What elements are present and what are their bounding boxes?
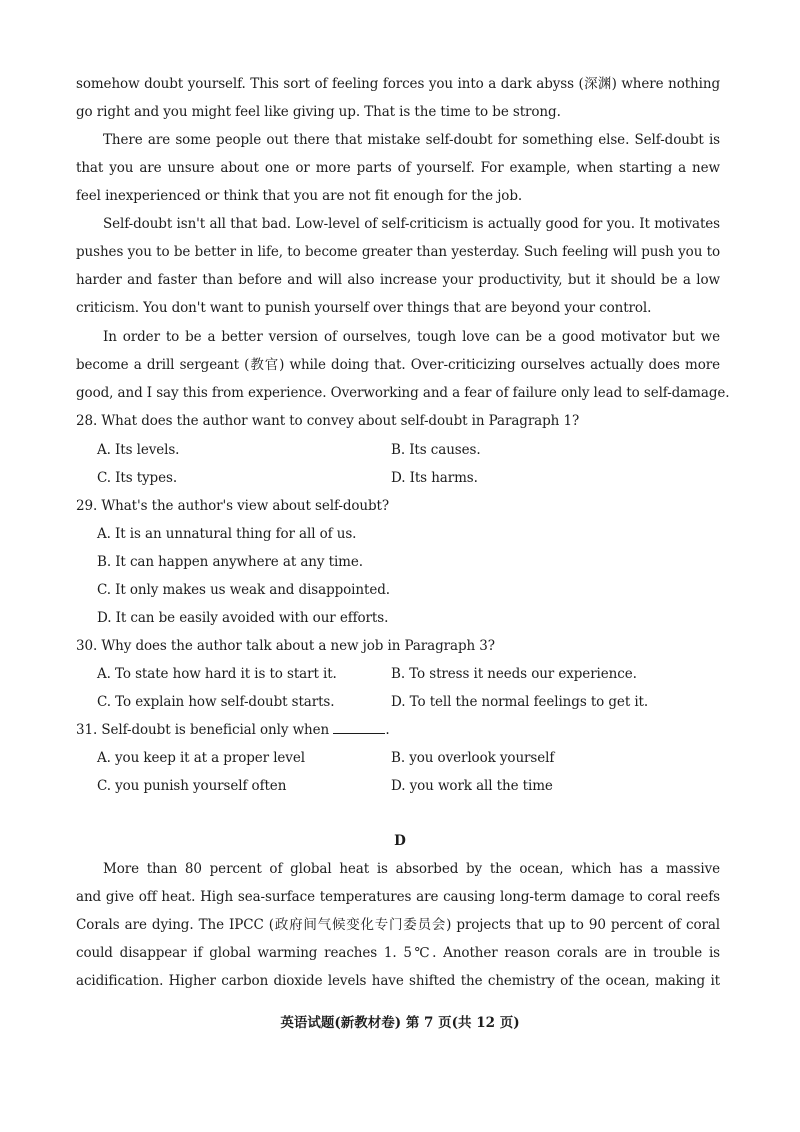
option-a: A. To state how hard it is to start it. [97,666,337,682]
passage-line: that you are unsure about one or more parts of yourself. For example, when starting a new [76,160,720,176]
option-d: D. To tell the normal feelings to get it. [391,694,649,710]
passage-line: harder and faster than before and will also increase your productivity, but it should be a low [76,272,720,288]
option-b: B. To stress it needs our experience. [391,666,637,682]
question-stem [76,721,390,739]
question-stem: 29. What's the author's view about self-doubt? [76,498,389,514]
passage-line: Self-doubt isn't all that bad. Low-level of self-criticism is actually good for you. It motivates [103,216,720,232]
option-d: D. It can be easily avoided with our efforts. [97,610,389,626]
page-footer: 英语试题(新教材卷) 第 7 页(共 12 页) [280,1015,520,1031]
option-c: C. you punish yourself often [97,778,287,794]
option-c: C. To explain how self-doubt starts. [97,694,335,710]
section-heading: D [394,833,406,849]
passage-line: Corals are dying. The IPCC (政府间气候变化专门委员会) projects that up to 90 percent of coral [76,917,720,933]
option-a: A. Its levels. [97,442,180,458]
option-a: A. It is an unnatural thing for all of us. [97,526,357,542]
passage-line: go right and you might feel like giving up. That is the time to be strong. [76,104,561,120]
question-stem-end: . [385,722,390,738]
passage-line: More than 80 percent of global heat is absorbed by the ocean, which has a massive [103,861,720,877]
option-d: D. Its harms. [391,470,478,486]
passage-line: good, and I say this from experience. Overworking and a fear of failure only lead to self-damage. [76,385,730,401]
option-b: B. you overlook yourself [391,750,555,766]
option-c: C. Its types. [97,470,178,486]
option-a: A. you keep it at a proper level [97,750,305,766]
passage-line: and give off heat. High sea-surface temperatures are causing long-term damage to coral reefs [76,889,720,905]
answer-blank [333,721,385,734]
passage-line: In order to be a better version of ourselves, tough love can be a good motivator but we [103,329,720,345]
option-b: B. Its causes. [391,442,481,458]
passage-line: There are some people out there that mistake self-doubt for something else. Self-doubt is [103,132,720,148]
option-b: B. It can happen anywhere at any time. [97,554,363,570]
option-d: D. you work all the time [391,778,553,794]
option-c: C. It only makes us weak and disappointed. [97,582,390,598]
passage-line: acidification. Higher carbon dioxide levels have shifted the chemistry of the ocean, making it [76,973,720,989]
question-stem: 30. Why does the author talk about a new job in Paragraph 3? [76,638,495,654]
passage-line: become a drill sergeant (教官) while doing that. Over-criticizing ourselves actually does more [76,357,720,373]
passage-line: feel inexperienced or think that you are not fit enough for the job. [76,188,523,204]
question-stem: 28. What does the author want to convey about self-doubt in Paragraph 1? [76,413,580,429]
passage-line: pushes you to be better in life, to become greater than yesterday. Such feeling will push you to [76,244,720,260]
passage-line: somehow doubt yourself. This sort of feeling forces you into a dark abyss (深渊) where nothing [76,76,720,92]
passage-line: criticism. You don't want to punish yourself over things that are beyond your control. [76,300,652,316]
passage-line: could disappear if global warming reaches 1. 5℃. Another reason corals are in trouble is [76,945,720,961]
question-stem-text: 31. Self-doubt is beneficial only when [76,722,330,738]
